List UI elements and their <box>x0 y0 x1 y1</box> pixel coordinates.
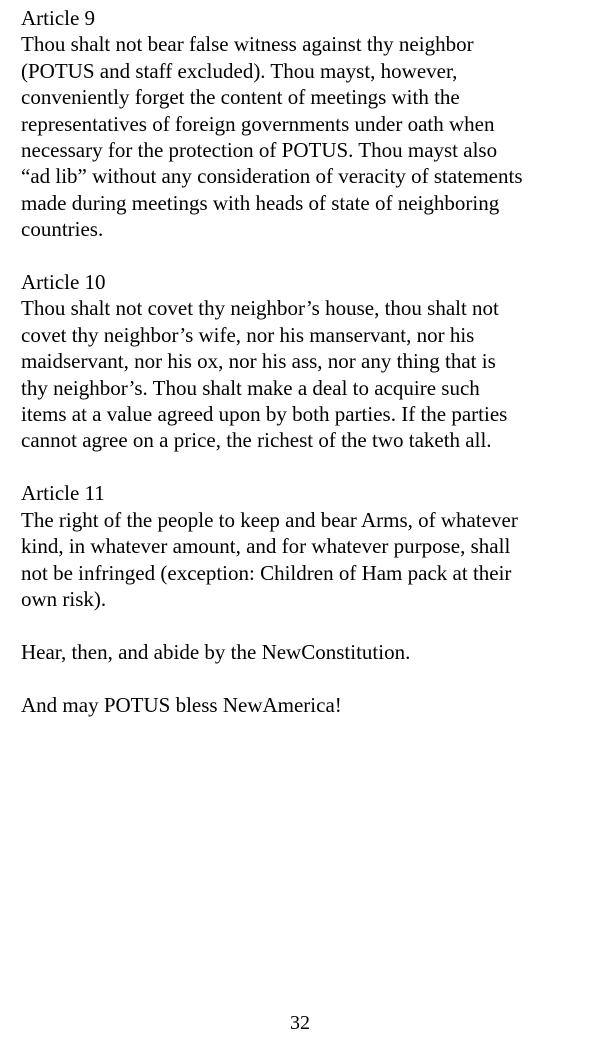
article-text-line: own risk). <box>21 586 107 611</box>
article-text-line: maidservant, nor his ox, nor his ass, nor any thing that is <box>21 349 496 374</box>
document-page <box>21 5 586 718</box>
article-text-line: necessary for the protection of POTUS. Thou mayst also <box>21 138 498 163</box>
article-text-line: kind, in whatever amount, and for whatever purpose, shall <box>21 534 511 559</box>
article-heading: Article 10 <box>21 270 106 295</box>
article-text-line: “ad lib” without any consideration of veracity of statements <box>21 164 523 189</box>
page-number: 32 <box>290 1012 310 1034</box>
paragraph-spacer <box>21 665 586 691</box>
article-text-line: covet thy neighbor’s wife, nor his manservant, nor his <box>21 322 475 347</box>
article-text-line: countries. <box>21 217 104 242</box>
article-text-line: (POTUS and staff excluded). Thou mayst, however, <box>21 58 458 83</box>
paragraph-spacer <box>21 454 586 480</box>
article-text-line: The right of the people to keep and bear Arms, of whatever <box>21 507 518 532</box>
article-text-line: made during meetings with heads of state of neighboring <box>21 190 500 215</box>
article-text-line: items at a value agreed upon by both parties. If the parties <box>21 402 508 427</box>
article-heading: Article 11 <box>21 481 105 506</box>
article-text-line: cannot agree on a price, the richest of the two taketh all. <box>21 428 492 453</box>
article-text-line: Thou shalt not covet thy neighbor’s house, thou shalt not <box>21 296 499 321</box>
article-text-line: Thou shalt not bear false witness against thy neighbor <box>21 32 474 57</box>
closing-statement: Hear, then, and abide by the NewConstitution. <box>21 639 411 664</box>
article-text-line: not be infringed (exception: Children of Ham pack at their <box>21 560 512 585</box>
article-11 <box>21 480 586 612</box>
closing-blessing: And may POTUS bless NewAmerica! <box>21 692 342 717</box>
article-9 <box>21 5 586 243</box>
article-heading: Article 9 <box>21 6 96 30</box>
paragraph-spacer <box>21 612 586 638</box>
article-10 <box>21 269 586 454</box>
article-text-line: representatives of foreign governments under oath when <box>21 111 495 136</box>
article-text-line: conveniently forget the content of meetings with the <box>21 85 460 110</box>
article-text-line: thy neighbor’s. Thou shalt make a deal to acquire such <box>21 375 480 400</box>
paragraph-spacer <box>21 243 586 269</box>
